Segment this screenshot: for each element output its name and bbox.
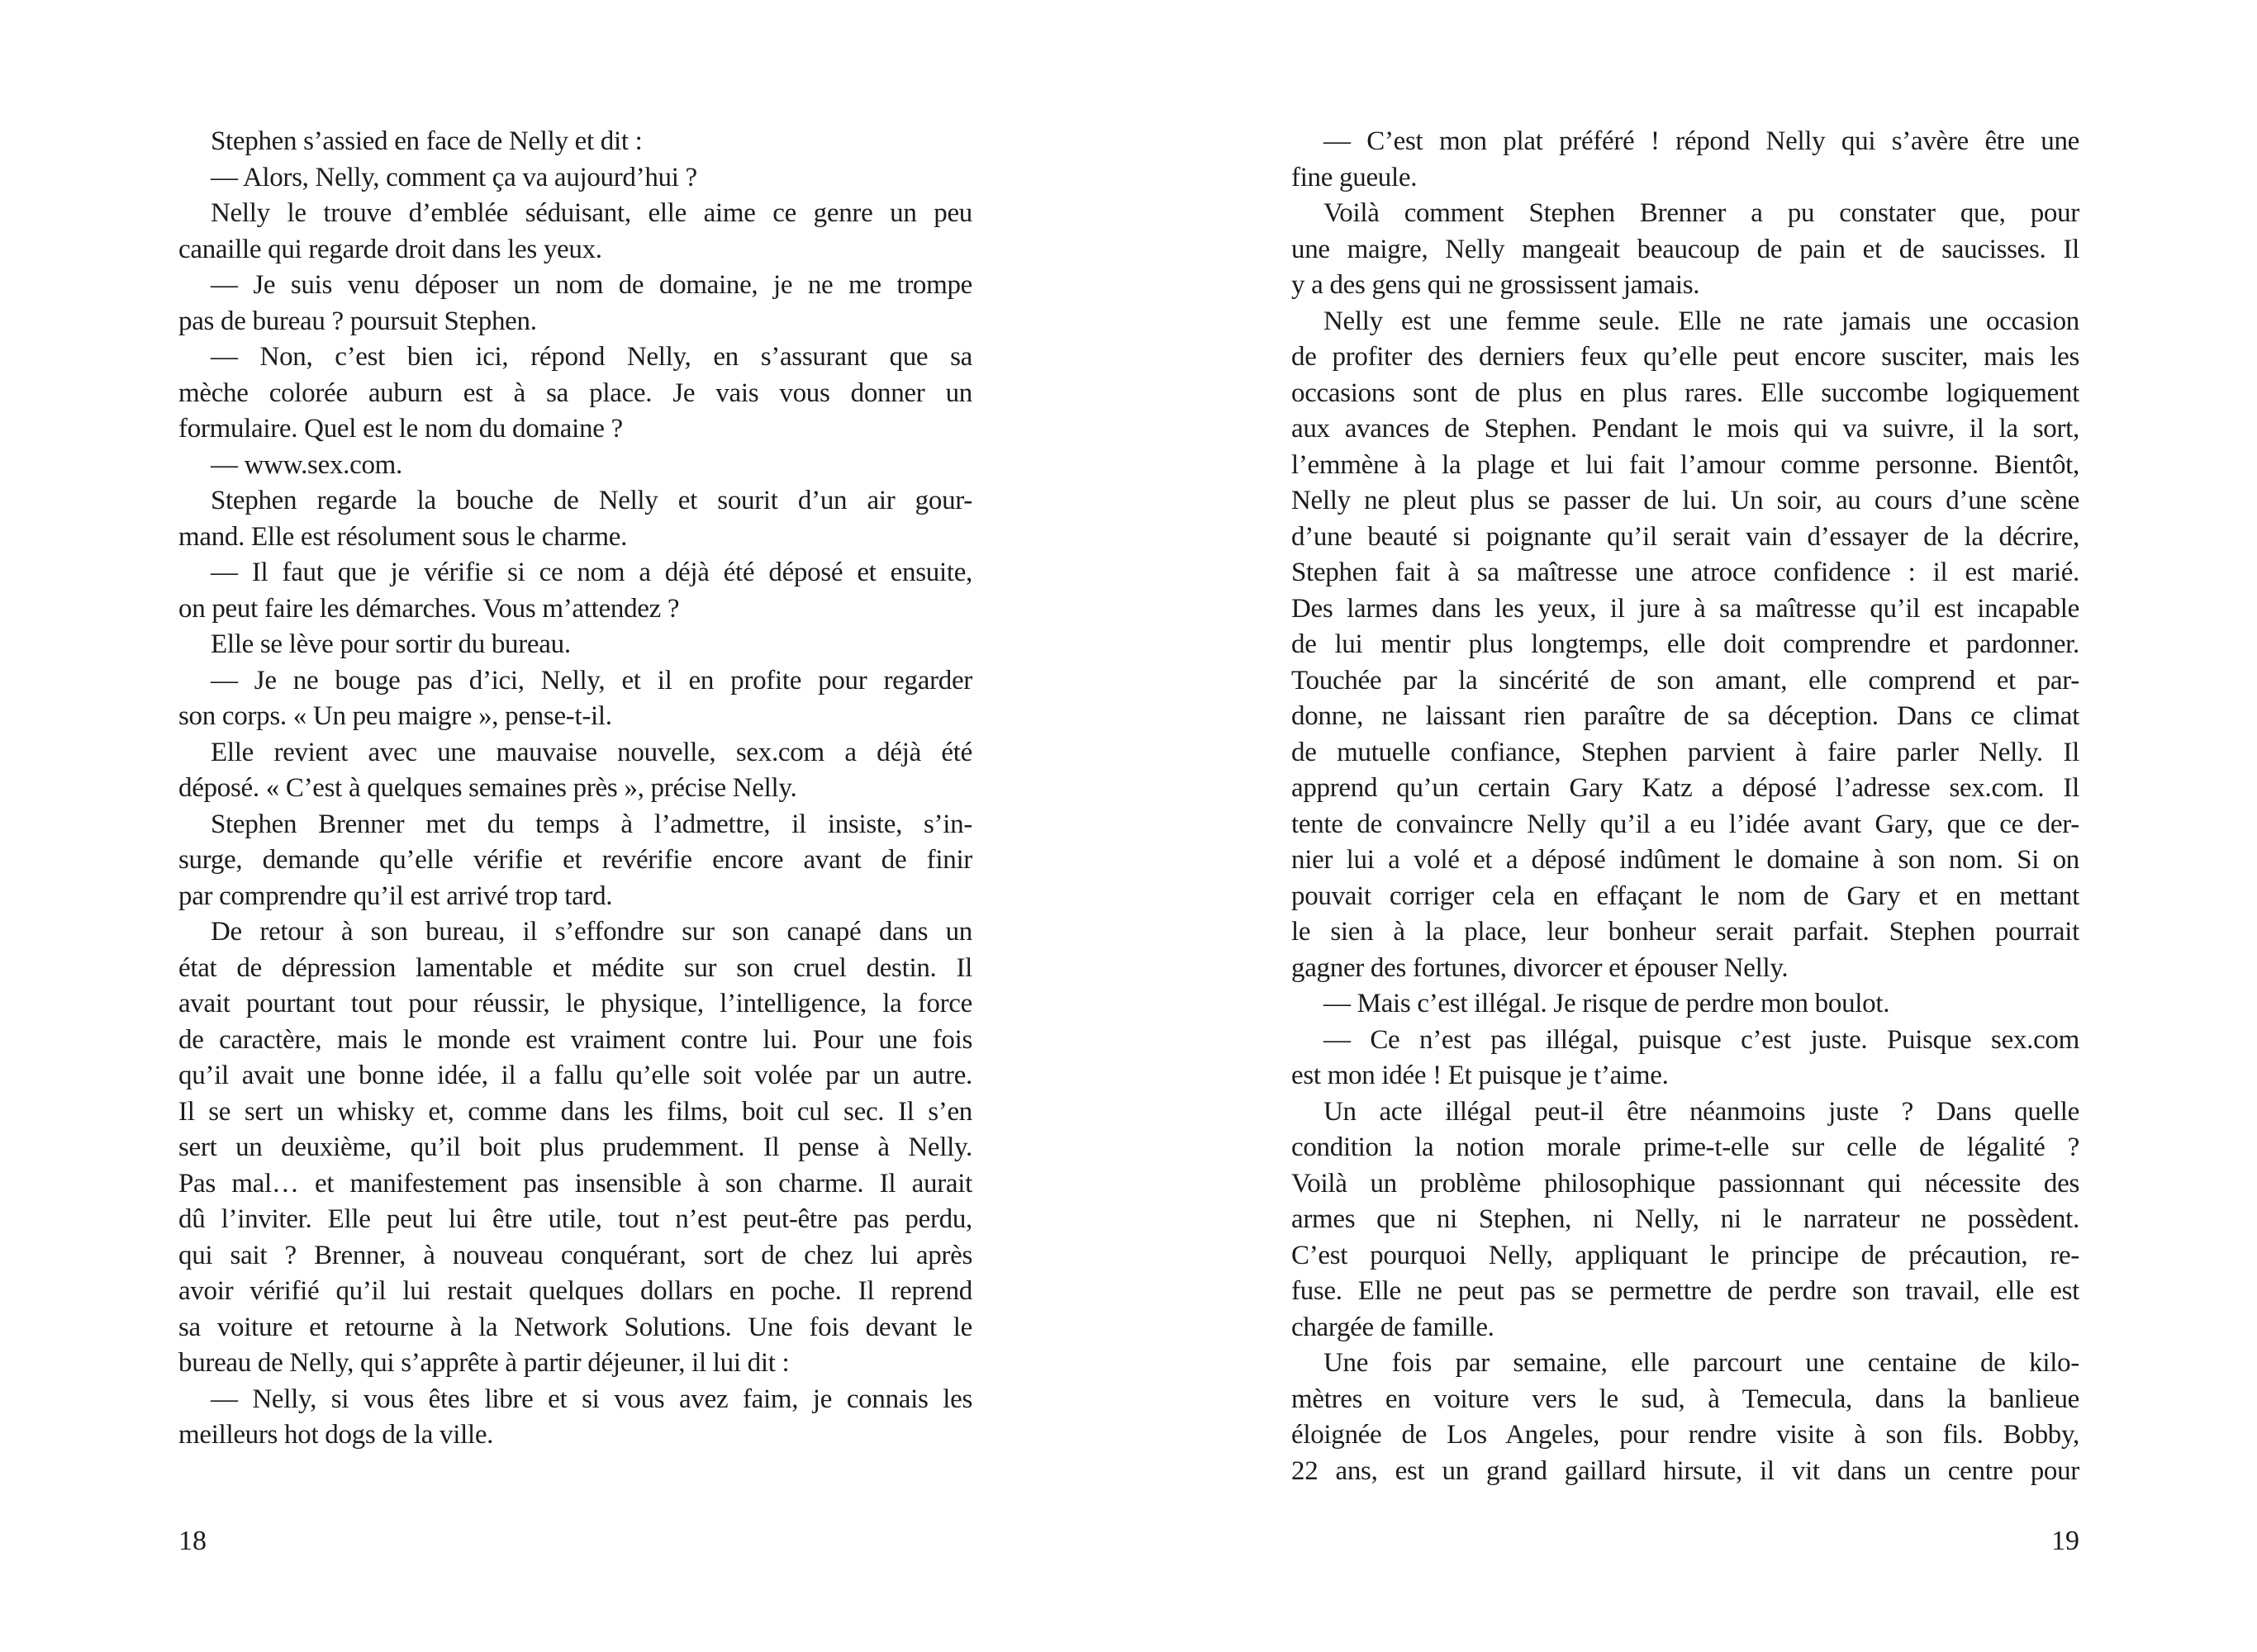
text-line: fine gueule. [1291,162,1418,192]
text-line: qu’il avait une bonne idée, il a fallu qu’elle soit volée par un autre. [178,1061,972,1090]
text-line: De retour à son bureau, il s’effondre sur son canapé dans un [211,917,972,947]
text-line: — Alors, Nelly, comment ça va aujourd’hui ? [211,162,697,192]
text-line: déposé. « C’est à quelques semaines près », précise Nelly. [178,773,797,803]
text-line: le sien à la place, leur bonheur serait parfait. Stephen pourrait [1291,917,2079,947]
text-line: surge, demande qu’elle vérifie et revérifie encore avant de finir [178,845,972,875]
text-line: — Mais c’est illégal. Je risque de perdre mon boulot. [1323,989,1890,1018]
text-line: pas de bureau ? poursuit Stephen. [178,306,537,336]
text-line: donne, ne laissant rien paraître de sa déception. Dans ce climat [1291,701,2079,731]
text-line: gagner des fortunes, divorcer et épouser Nelly. [1291,952,1789,983]
text-line: état de dépression lamentable et médite sur son cruel destin. Il [178,952,972,983]
text-line: son corps. « Un peu maigre », pense-t-il. [178,701,612,731]
text-line: dû l’inviter. Elle peut lui être utile, tout n’est peut-être pas perdu, [178,1204,972,1234]
right-page-text [1291,124,2079,1489]
text-line: d’une beauté si poignante qu’il serait vain d’essayer de la décrire, [1291,521,2079,552]
text-line: Elle se lève pour sortir du bureau. [211,629,571,659]
left-page-text [178,124,972,1454]
text-line: Nelly ne pleut plus se passer de lui. Un soir, au cours d’une scène [1291,486,2079,515]
text-line: de lui mentir plus longtemps, elle doit comprendre et pardonner. [1291,629,2079,659]
text-line: Stephen Brenner met du temps à l’admettre, il insiste, s’in- [211,809,972,839]
text-line: tente de convaincre Nelly qu’il a eu l’idée avant Gary, que ce der- [1291,809,2079,839]
text-line: — Il faut que je vérifie si ce nom a déjà été déposé et ensuite, [211,558,972,587]
left-page [178,0,972,1652]
text-line: Pas mal… et manifestement pas insensible à son charme. Il aurait [178,1168,972,1199]
text-line: chargée de famille. [1291,1312,1494,1342]
text-line: de mutuelle confiance, Stephen parvient à faire parler Nelly. Il [1291,737,2079,767]
text-line: y a des gens qui ne grossissent jamais. [1291,270,1700,300]
text-line: — C’est mon plat préféré ! répond Nelly qui s’avère être une [1323,126,2079,156]
text-line: Il se sert un whisky et, comme dans les films, boit cul sec. Il s’en [178,1096,972,1127]
text-line: Voilà un problème philosophique passionnant qui nécessite des [1291,1168,2079,1199]
text-line: Stephen s’assied en face de Nelly et dit : [211,126,643,156]
text-line: — Je ne bouge pas d’ici, Nelly, et il en profite pour regarder [211,665,972,695]
text-line: fuse. Elle ne peut pas se permettre de perdre son travail, elle est [1291,1276,2079,1306]
text-line: — Ce n’est pas illégal, puisque c’est juste. Puisque sex.com [1323,1024,2079,1055]
right-page [1291,0,2079,1652]
text-line: Nelly le trouve d’emblée séduisant, elle aime ce genre un peu [211,198,972,228]
text-line: Nelly est une femme seule. Elle ne rate jamais une occasion [1323,306,2079,336]
text-line: par comprendre qu’il est arrivé trop tard. [178,881,613,911]
text-line: condition la notion morale prime-t-elle sur celle de légalité ? [1291,1132,2079,1162]
text-line: sert un deuxième, qu’il boit plus prudemment. Il pense à Nelly. [178,1132,972,1162]
text-line: on peut faire les démarches. Vous m’attendez ? [178,593,680,624]
text-line: une maigre, Nelly mangeait beaucoup de pain et de saucisses. Il [1291,234,2079,264]
text-line: C’est pourquoi Nelly, appliquant le principe de précaution, re- [1291,1240,2079,1270]
page-number-left: 18 [178,1526,207,1556]
text-line: Stephen fait à sa maîtresse une atroce confidence : il est marié. [1291,558,2079,587]
text-line: occasions sont de plus en plus rares. Elle succombe logiquement [1291,377,2079,408]
text-line: sa voiture et retourne à la Network Solutions. Une fois devant le [178,1312,972,1342]
text-line: l’emmène à la plage et lui fait l’amour comme personne. Bientôt, [1291,449,2079,480]
text-line: — Je suis venu déposer un nom de domaine, je ne me trompe [211,270,972,300]
text-line: mand. Elle est résolument sous le charme. [178,521,628,552]
page-number-right: 19 [2051,1526,2079,1556]
text-line: mètres en voiture vers le sud, à Temecula, dans la banlieue [1291,1384,2079,1414]
text-line: Des larmes dans les yeux, il jure à sa maîtresse qu’il est incapable [1291,593,2079,624]
text-line: avait pourtant tout pour réussir, le physique, l’intelligence, la force [178,989,972,1018]
text-line: de profiter des derniers feux qu’elle peut encore susciter, mais les [1291,342,2079,372]
text-line: éloignée de Los Angeles, pour rendre visite à son fils. Bobby, [1291,1420,2079,1450]
text-line: Stephen regarde la bouche de Nelly et sourit d’un air gour- [211,486,972,515]
text-line: Touchée par la sincérité de son amant, elle comprend et par- [1291,665,2079,695]
text-line: aux avances de Stephen. Pendant le mois qui va suivre, il la sort, [1291,414,2079,444]
text-line: avoir vérifié qu’il lui restait quelques dollars en poche. Il reprend [178,1276,972,1306]
text-line: Une fois par semaine, elle parcourt une centaine de kilo- [1323,1348,2079,1378]
text-line: meilleurs hot dogs de la ville. [178,1420,494,1450]
text-line: qui sait ? Brenner, à nouveau conquérant, sort de chez lui après [178,1240,972,1270]
text-line: armes que ni Stephen, ni Nelly, ni le narrateur ne possèdent. [1291,1204,2079,1234]
text-line: nier lui a volé et a déposé indûment le domaine à son nom. Si on [1291,845,2079,875]
text-line: — Non, c’est bien ici, répond Nelly, en s’assurant que sa [211,342,972,372]
text-line: apprend qu’un certain Gary Katz a déposé l’adresse sex.com. Il [1291,773,2079,803]
text-line: Un acte illégal peut-il être néanmoins juste ? Dans quelle [1323,1096,2079,1127]
text-line: de caractère, mais le monde est vraiment contre lui. Pour une fois [178,1024,972,1055]
text-line: Elle revient avec une mauvaise nouvelle, sex.com a déjà été [211,737,972,767]
text-line: est mon idée ! Et puisque je t’aime. [1291,1061,1669,1090]
text-line: pouvait corriger cela en effaçant le nom de Gary et en mettant [1291,881,2079,911]
text-line: bureau de Nelly, qui s’apprête à partir déjeuner, il lui dit : [178,1348,790,1378]
text-line: 22 ans, est un grand gaillard hirsute, il vit dans un centre pour [1291,1455,2079,1486]
text-line: mèche colorée auburn est à sa place. Je vais vous donner un [178,377,972,408]
text-line: Voilà comment Stephen Brenner a pu constater que, pour [1323,198,2079,228]
text-line: — www.sex.com. [211,449,402,480]
text-line: formulaire. Quel est le nom du domaine ? [178,414,623,444]
text-line: canaille qui regarde droit dans les yeux. [178,234,602,264]
text-line: — Nelly, si vous êtes libre et si vous avez faim, je connais les [211,1384,972,1414]
